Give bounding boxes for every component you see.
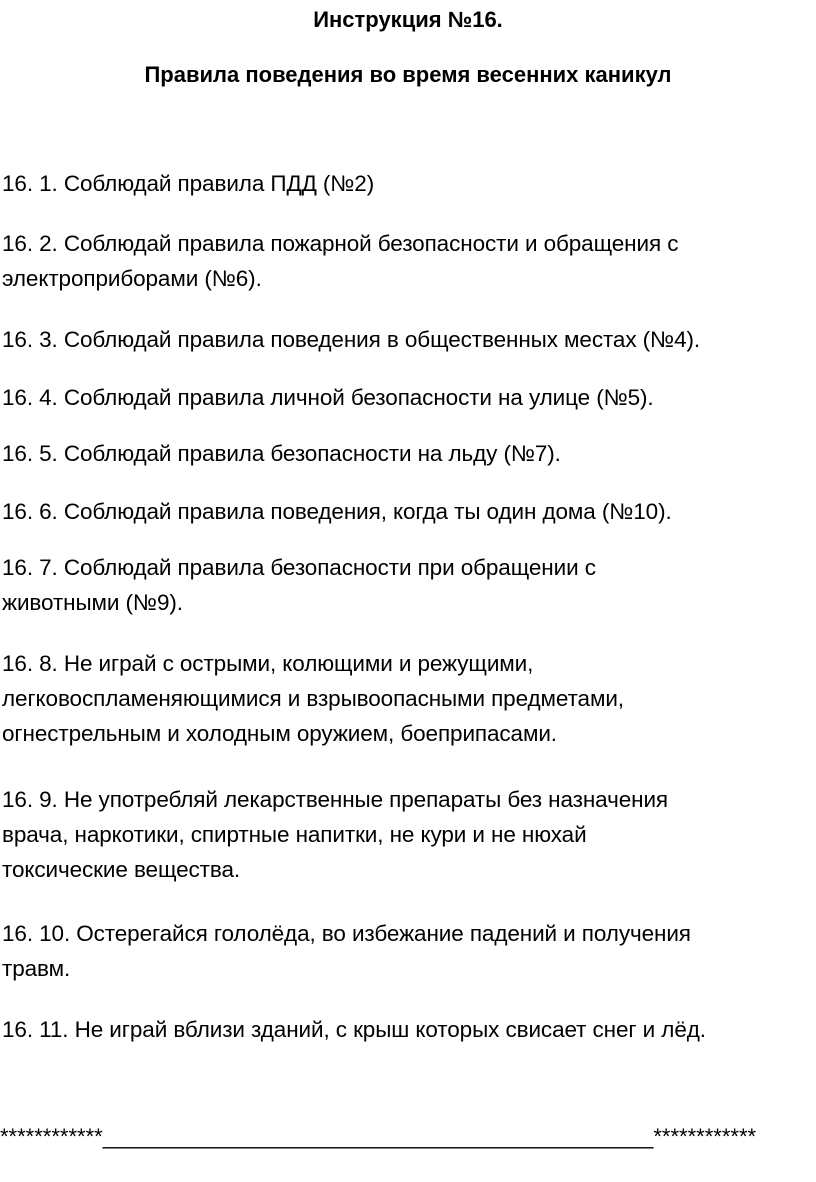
rule-item-5: 16. 5. Соблюдай правила безопасности на льду (№7). (2, 441, 561, 466)
footer-separator: ************_____________________________________________************ (0, 1124, 757, 1149)
rule-item-9: 16. 9. Не употребляй лекарственные препараты без назначения врача, наркотики, спиртные напитки, не кури и не нюхай токсические вещества. (2, 787, 669, 882)
rule-item-8: 16. 8. Не играй с острыми, колющими и режущими, легковоспламеняющимися и взрывоопасными предметами, огнестрельным и холодным оружием, боеприпасами. (2, 651, 624, 746)
rule-item-1: 16. 1. Соблюдай правила ПДД (№2) (2, 171, 375, 196)
rule-item-4: 16. 4. Соблюдай правила личной безопасности на улице (№5). (2, 385, 654, 410)
rule-item-3: 16. 3. Соблюдай правила поведения в общественных местах (№4). (2, 327, 701, 352)
rule-item-6: 16. 6. Соблюдай правила поведения, когда ты один дома (№10). (2, 499, 672, 524)
document-title: Инструкция №16. (313, 7, 503, 32)
rule-item-2: 16. 2. Соблюдай правила пожарной безопасности и обращения с электроприборами (№6). (2, 231, 679, 291)
rule-item-10: 16. 10. Остерегайся гололёда, во избежание падений и получения травм. (2, 921, 691, 981)
rule-item-7: 16. 7. Соблюдай правила безопасности при обращении с животными (№9). (2, 555, 596, 615)
document-subtitle: Правила поведения во время весенних каникул (144, 62, 672, 87)
rule-item-11: 16. 11. Не играй вблизи зданий, с крыш которых свисает снег и лёд. (2, 1017, 706, 1042)
